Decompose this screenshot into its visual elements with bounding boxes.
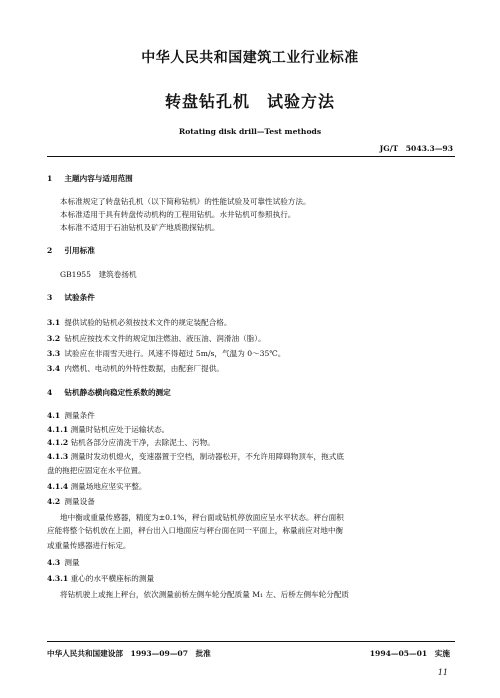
text-line [47,574,154,584]
line-text: 测量条件 [64,411,95,420]
text-line [47,497,95,507]
text-line [60,270,137,280]
text-line [47,526,343,536]
text-line [47,318,231,328]
line-text: 钻机各部分应清洗干净，去除泥土、污物。 [70,438,215,447]
text-line [47,466,146,476]
text-line [47,411,95,421]
line-text: 测量设备 [64,497,95,506]
section-heading [47,388,171,398]
clause-number: 2 [47,246,53,255]
text-line [60,210,295,220]
line-text: 内燃机、电动机的外特性数据，由配套厂提供。 [64,364,224,373]
line-text: 地中衡或重量传感器，精度为±0.1%，秤台面或钻机停放面应呈水平状态。秤台面积 [60,513,344,522]
line-text: 本标准不适用于石油钻机及矿产地质勘探钻机。 [60,223,220,232]
text-line [47,452,344,462]
line-text: 重心的水平横座标的测量 [70,574,155,583]
clause-number: 4.1.1 [47,425,69,434]
approval-info: 中华人民共和国建设部 1993—09—07 批准 [47,649,211,658]
line-text: 将钻机驶上或拖上秤台，依次测量前桥左侧车轮分配质量 M₁ 左、后桥左侧车轮分配质 [60,590,350,599]
text-line [47,364,224,374]
issuer-title: 中华人民共和国建筑工业行业标准 [141,50,359,66]
clause-number: 4.1.3 [47,452,69,461]
section-heading [47,293,95,303]
line-text: 钻机应按技术文件的规定加注燃油、液压油、润滑油（脂）。 [64,334,266,343]
line-text: 测量 [64,558,80,567]
text-line [60,513,344,523]
clause-number: 3.4 [47,364,61,373]
text-line [47,541,131,551]
page-number: 11 [437,668,448,677]
text-line [47,438,215,448]
text-line [60,197,311,207]
heading-text: 主题内容与适用范围 [64,174,133,183]
text-line [60,223,219,233]
line-text: 本标准规定了转盘钻孔机（以下简称钻机）的性能试验及可靠性试验方法。 [60,197,311,206]
clause-number: 4.3.1 [47,574,69,583]
line-text: 盘的拖把应固定在水平位置。 [47,466,146,475]
clause-number: 4.1 [47,411,61,420]
line-text: 测量场地应坚实平整。 [70,482,147,491]
line-text: 试验应在非雨雪天进行。风速不得超过 5m/s，气温为 0～35℃。 [64,349,286,358]
line-text: 应能将整个钻机放在上面，秤台出入口地面应与秤台面在同一平面上，称量前应对地中衡 [47,526,344,535]
heading-text: 引用标准 [64,246,95,255]
section-heading [47,174,133,184]
text-line [47,558,80,568]
text-line [47,334,266,344]
standard-title-cn: 转盘钻孔机 试验方法 [164,92,335,111]
header-rule [47,156,455,157]
text-line [47,482,147,492]
clause-number: 4.1.2 [47,438,69,447]
clause-number: 3.2 [47,334,61,343]
standard-number: JG/T 5043.3—93 [379,144,453,153]
line-text: 测量时钻机应处于运输状态。 [70,425,170,434]
line-text: 测量时发动机熄火，变速器置于空档，制动器松开，不允许用障碍物顶车，拖式底 [70,452,344,461]
clause-number: 3.3 [47,349,61,358]
line-text: 或重量传感器进行标定。 [47,541,131,550]
clause-number: 3.1 [47,318,61,327]
implementation-date: 1994—05—01 实施 [369,649,450,658]
standard-title-en: Rotating disk drill—Test methods [178,127,322,136]
text-line [47,425,169,435]
line-text: 本标准适用于具有转盘传动机构的工程用钻机。水井钻机可参照执行。 [60,210,296,219]
text-line [60,590,349,600]
clause-number: 4.2 [47,497,61,506]
footer-rule [47,641,455,642]
text-line [47,349,285,359]
clause-number: 4 [47,388,53,397]
line-text: 提供试验的钻机必须按技术文件的规定装配合格。 [64,318,232,327]
clause-number: 3 [47,293,53,302]
heading-text: 试验条件 [64,293,95,302]
clause-number: 4.3 [47,558,61,567]
heading-text: 钻机静态横向稳定性系数的测定 [64,388,171,397]
section-heading [47,246,95,256]
clause-number: 1 [47,174,53,183]
line-text: GB1955 建筑卷扬机 [60,270,137,279]
clause-number: 4.1.4 [47,482,69,491]
